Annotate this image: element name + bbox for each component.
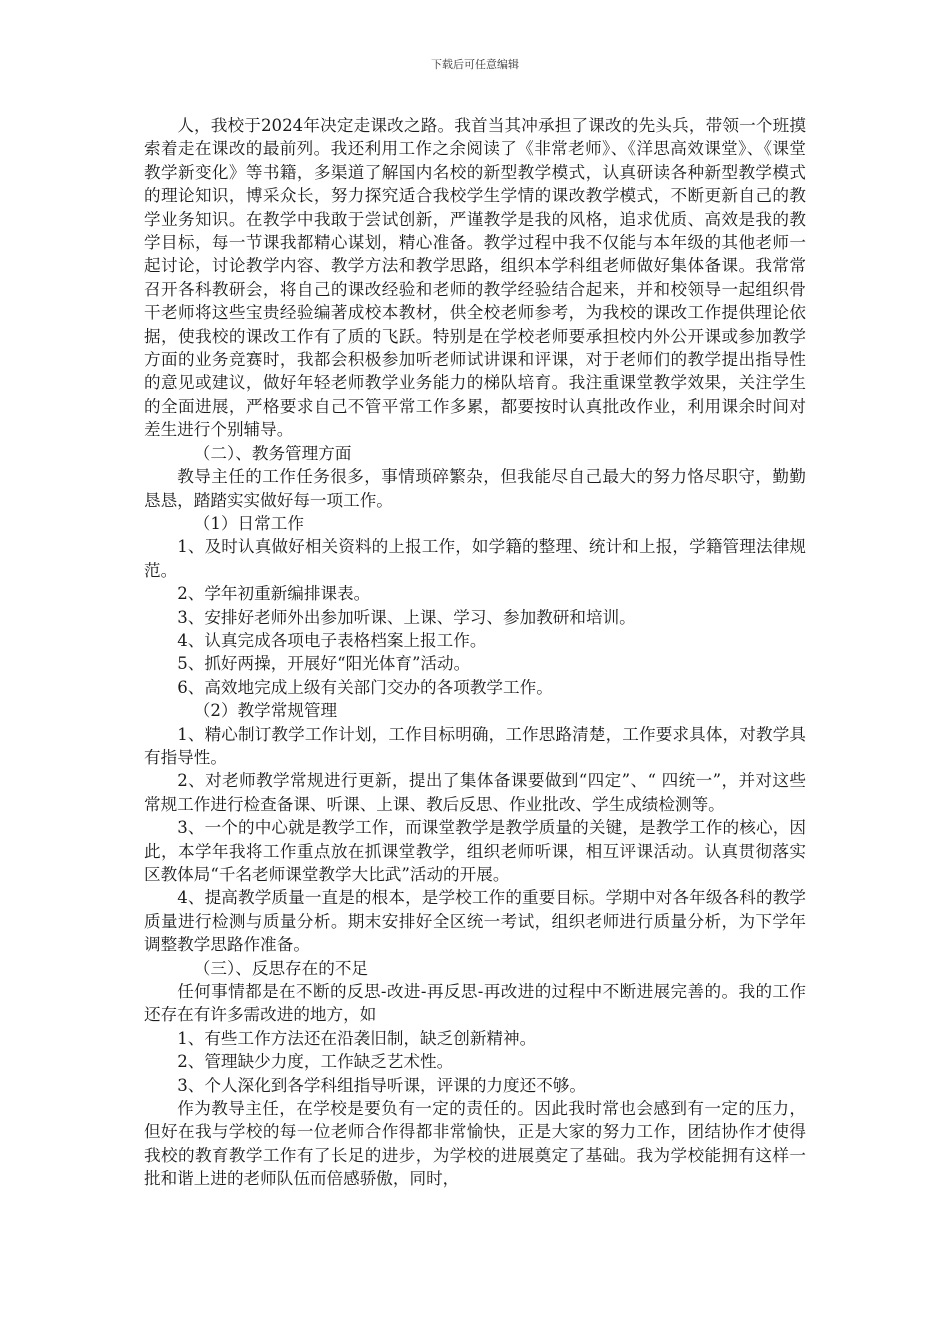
list-item-shortcoming-1: 1、有些工作方法还在沿袭旧制，缺乏创新精神。 [177, 1028, 537, 1048]
list-item-routine-4: 4、提高教学质量一直是的根本，是学校工作的重要目标。学期中对各年级各科的教学质量进行检测与质量分析。期末安排好全区统一考试，组织老师进行质量分析，为下学年调整教学思路作准备。 [144, 888, 806, 955]
list-item-daily-3: 3、安排好老师外出参加听课、上课、学习、参加教研和培训。 [177, 607, 636, 627]
page-header: 下载后可任意编辑 [431, 58, 519, 71]
paragraph-conclusion: 作为教导主任，在学校是要负有一定的责任的。因此我时常也会感到有一定的压力，但好在我与学校的每一位老师合作得都非常愉快，正是大家的努力工作，团结协作才使得我校的教育教学工作有了长足的进步，为学校的进展奠定了基础。我为学校能拥有这样一批和谐上进的老师队伍而倍感骄傲，同时， [144, 1099, 806, 1189]
section-heading-academic-affairs: （二）、教务管理方面 [193, 443, 352, 463]
paragraph-course-reform: 人，我校于2024年决定走课改之路。我首当其冲承担了课改的先头兵，带领一个班摸索着走在课改的最前列。我还利用工作之余阅读了《非常老师》、《洋思高效课堂》、《课堂教学新变化》等书籍，多渠道了解国内名校的新型教学模式，认真研读各种新型教学模式的理论知识，博采众长，努力探究适合我校学生学情的课改教学模式，不断更新自己的教学业务知识。在教学中我敢于尝试创新，严谨教学是我的风格，追求优质、高效是我的教学目标，每一节课我都精心谋划，精心准备。教学过程中我不仅能与本年级的其他老师一起讨论，讨论教学内容、教学方法和教学思路，组织本学科组老师做好集体备课。我常常召开各科教研会，将自己的课改经验和老师的教学经验结合起来，并和校领导一起组织骨干老师将这些宝贵经验编著成校本教材，供全校老师参考，为我校的课改工作提供理论依据，使我校的课改工作有了质的飞跃。特别是在学校老师要承担校内外公开课或参加教学方面的业务竞赛时，我都会积极参加听老师试讲课和评课，对于老师们的教学提出指导性的意见或建议，做好年轻老师教学业务能力的梯队培育。我注重课堂教学效果，关注学生的全面进展，严格要求自己不管平常工作多累，都要按时认真批改作业，利用课余时间对差生进行个别辅导。 [144, 116, 806, 440]
list-item-daily-5: 5、抓好两操，开展好“阳光体育”活动。 [177, 654, 471, 674]
paragraph-reflection-intro: 任何事情都是在不断的反思-改进-再反思-再改进的过程中不断进展完善的。我的工作还存在有许多需改进的地方，如 [144, 982, 806, 1025]
subheading-teaching-routine: （2）教学常规管理 [193, 701, 338, 721]
list-item-routine-3: 3、一个的中心就是教学工作，而课堂教学是教学质量的关键，是教学工作的核心，因此，本学年我将工作重点放在抓课堂教学，组织老师听课，相互评课活动。认真贯彻落实区教体局“千名老师课堂教学大比武”活动的开展。 [144, 818, 806, 884]
list-item-shortcoming-3: 3、个人深化到各学科组指导听课，评课的力度还不够。 [177, 1075, 586, 1095]
document-body [144, 114, 806, 1191]
list-item-routine-2: 2、对老师教学常规进行更新，提出了集体备课要做到“四定”、“ 四统一”，并对这些常规工作进行检查备课、听课、上课、教后反思、作业批改、学生成绩检测等。 [144, 771, 806, 814]
list-item-daily-1: 1、及时认真做好相关资料的上报工作，如学籍的整理、统计和上报，学籍管理法律规范。 [144, 537, 806, 580]
section-heading-reflection: （三）、反思存在的不足 [193, 958, 369, 978]
list-item-shortcoming-2: 2、管理缺少力度，工作缺乏艺术性。 [177, 1052, 454, 1072]
paragraph-duties: 教导主任的工作任务很多，事情琐碎繁杂，但我能尽自己最大的努力恪尽职守，勤勤恳恳，踏踏实实做好每一项工作。 [144, 467, 806, 510]
list-item-daily-4: 4、认真完成各项电子表格档案上报工作。 [177, 630, 487, 650]
subheading-daily-work: （1）日常工作 [193, 513, 304, 533]
list-item-daily-6: 6、高效地完成上级有关部门交办的各项教学工作。 [177, 677, 553, 697]
list-item-daily-2: 2、学年初重新编排课表。 [177, 584, 371, 604]
list-item-routine-1: 1、精心制订教学工作计划，工作目标明确，工作思路清楚，工作要求具体，对教学具有指导性。 [144, 724, 806, 767]
